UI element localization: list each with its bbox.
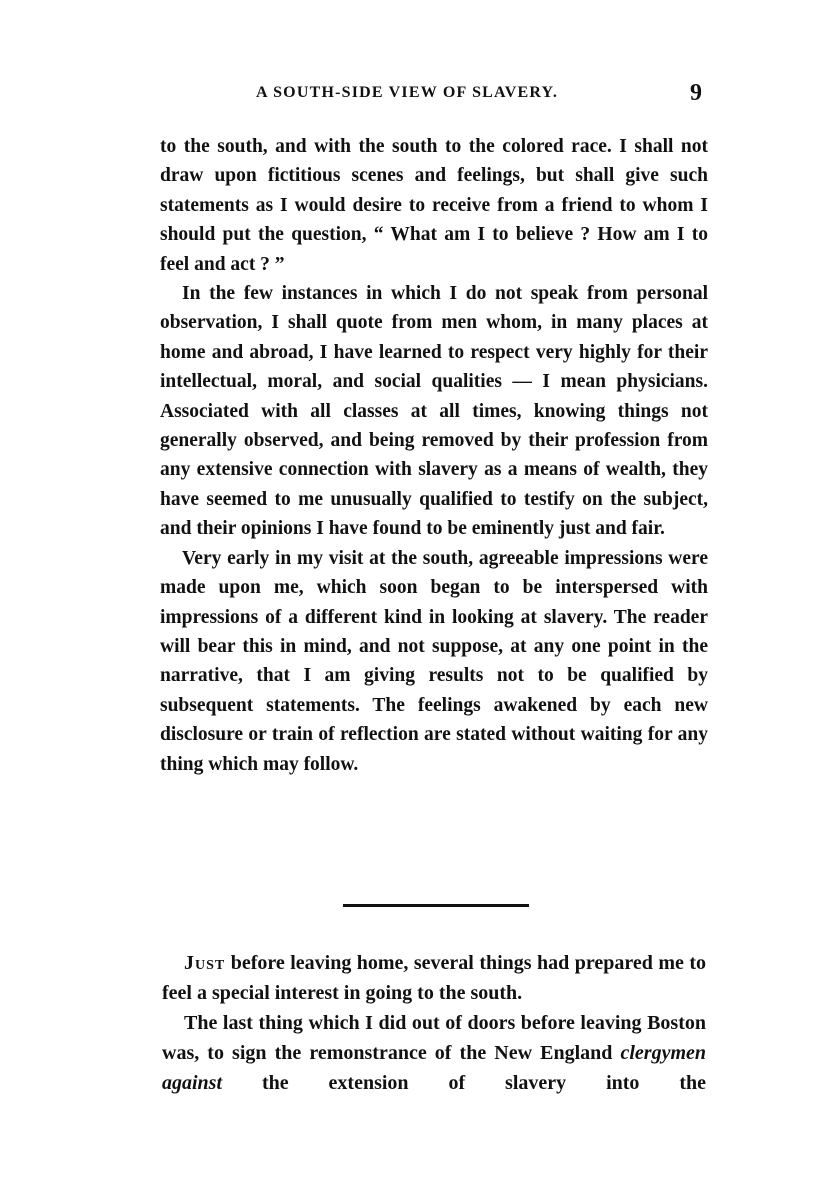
paragraph-continuation: to the south, and with the south to the colored race. I shall not draw upon fictitious scenes and feelings, but shall give such statements as I would desire to receive from a friend to whom I should put the question, “ What am I to believe ? How am I to feel and act ? ” bbox=[160, 136, 708, 275]
paragraph-physicians: In the few instances in which I do not speak from personal observation, I shall quote from men whom, in many places at home and abroad, I have learned to respect very highly for their intellectual, moral, and social qualities — I mean physicians. Associated with all classes at all times, knowing things not generally observed, and being removed by their profession from any extensive connection with slavery as a means of wealth, they have seemed to me unusually qualified to testify on the subject, and their opinions I have found to be eminently just and fair. bbox=[160, 283, 708, 540]
new-section-text bbox=[162, 948, 706, 1098]
remonstrance-italic: clergymen against bbox=[162, 1042, 706, 1094]
remonstrance-text-start: The last thing which I did out of doors before leaving Boston was, to sign the remonstrance of the New England bbox=[162, 1012, 706, 1064]
chapter-text bbox=[160, 132, 708, 779]
paragraph-before-leaving bbox=[162, 948, 706, 1008]
paragraph-impressions: Very early in my visit at the south, agreeable impressions were made upon me, which soon began to be interspersed with impressions of a different kind in looking at slavery. The reader will bear this in mind, and not suppose, at any one point in the narrative, that I am giving results not to be qualified by subsequent statements. The feelings awakened by each new disclosure or train of reflection are stated without waiting for any thing which may follow. bbox=[160, 547, 708, 775]
page-header bbox=[160, 80, 708, 110]
page-number: 9 bbox=[690, 80, 702, 106]
lead-word: Just bbox=[184, 952, 226, 974]
remonstrance-text-end: the extension of slavery into the bbox=[222, 1072, 706, 1094]
paragraph-remonstrance bbox=[162, 1008, 706, 1098]
paragraph-before-leaving-text: before leaving home, several things had prepared me to feel a special interest in going to the south. bbox=[162, 952, 706, 1004]
running-title: A SOUTH-SIDE VIEW OF SLAVERY. bbox=[256, 84, 559, 101]
section-divider bbox=[343, 904, 529, 907]
